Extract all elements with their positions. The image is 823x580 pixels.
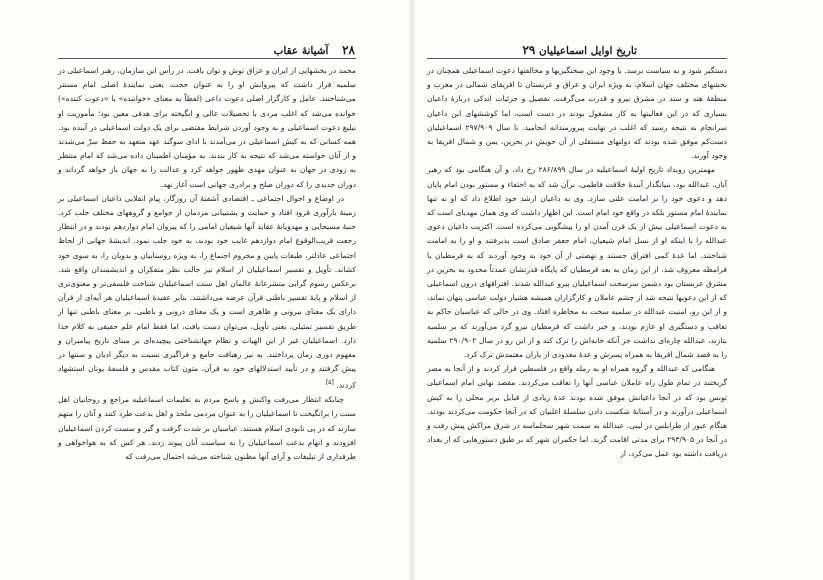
left-page-header <box>200 42 355 58</box>
footnote-marker: [۵] <box>325 379 334 387</box>
left-paragraph-2 <box>58 192 356 393</box>
left-page-running-title: آشیانهٔ عقاب <box>273 45 329 57</box>
right-page-body <box>427 64 727 462</box>
right-page <box>415 0 823 580</box>
right-paragraph-1: دستگیر شود و به سیاست برسد. با وجود این سختگیریها و مخالفتها دعوت اسماعیلی همچنان در بخشهای مختلف جهان اسلام، به ویژه ایران و عراق و عربستان تا افریقای شمالی در مغرب و منطقهٔ هند و سند در مشرق نیرو و قدرت می‌گرفت. تفصیل و جزئیات اندکی دربارهٔ داعیان بسیاری که در این فعالیتها به کار مشغول بودند در دست است، اما کوششهای این داعیان سرانجام به نتیجه رسید که اغلب در نهایت پیروزمندانه انجامید. تا سال ۲۹۷/۹۰۹ اسماعیلیان دست‌کم موفق شده بودند که دولتهای مستقلی از آن خویش در بحرین، یمن و شمال افریقا به وجود آورند. <box>427 66 727 161</box>
right-paragraph-2: مهمترین رویداد تاریخ اولیهٔ اسماعیلیه در سال ۲۸۶/۸۹۹ رخ داد، و آن هنگامی بود که رهبر آنان، عبدالله بود، بنیانگذار آیندهٔ خلافت فاطمی، برآن شد که به اختفاء و مستور بودن امام پایان دهد و دعوی خود را بر امامت علنی سازد. وی به داعیان ارشد خود اطلاع داد که او نه تنها نمایندهٔ امام مستور بلکه در واقع خود امام است. این اظهار داشت که وی همان مهدیای است که به دعوت اسماعیلی بیش از یک قرن آمدن او را پیشگویی می‌کرده است. اکثریت داعیان دعوی عبدالله را با اینکه او از نسل امام شیعیان، امام جعفر صادق است پذیرفتند و او را به امامت شناختند. اما عدهٔ کمی افتراق جستند و نهضتی از آن خود به وجود آوردند که به قرمطیان یا قرامطه معروف شد. از این زمان به بعد قرمطیان که پایگاه قدرتشان عمدتاً محدود به بحرین در مشرق عربستان بود دشمن سرسخت اسماعیلیان پیرو عبدالله شدند. افتراقهای درون اسماعیلی که از این دعویها نتیجه شد از چشم عاملان و کارگزاران همیشه هشیار دولت عباسی پنهان نماند، و از این رو، امنیت عبدالله در سلمیه سخت به مخاطره افتاد. وی در حالی که عباسیان حاکم به تعاقب و دستگیری او عازم بودند، و خبر داشت که قرمطیان نیرو گرد می‌آورند که بر سلمیه بتازند، عبدالله چاره‌ای نداشت جز آنکه خانه‌اش را ترک کند و از این رو در سال ۲۹۰/۹۰۲ سلمیه را به قصد شمال افریقا به همراه پسرش و عدهٔ معدودی از یاران معتمدش ترک کرد. <box>427 165 728 360</box>
left-paragraph-3: چنانکه انتظار می‌رفت واکنش و پاسخ مردم به تعلیمات اسماعیلیه مراجع و روحانیان اهل سنت را برانگیخت تا اسماعیلیان را به عنوان مردمی ملحد و اهل بدعت طرد کنند و آنان را متهم سازند که در پی نابودی اسلام هستند. عباسیان بر شدت گرفت و گیر و سست کردن اسماعیلیان افزودند و اتهام بدعت اسماعیلیان را به سیاست آنان پیوند زدند. هر کس که به هواخواهی و طرفداری از تبلیغات و آرای آنها مظنون شناخته می‌شد احتمال می‌رفت که <box>58 395 356 462</box>
right-page-number: ٢٩ <box>522 43 536 57</box>
left-header-rule <box>58 58 356 59</box>
left-paragraph-1: محمد در بخشهایی از ایران و عراق توش و توان یافت. در رأس این سازمان، رهبر اسماعیلی در سلمیه قرار داشت که پیروانش او را به عنوان حجت، یعنی نمایندهٔ اصلی امام مستتر می‌شناختند. عامل و کارگزار اصلی دعوت داعی (لفظاً به معنای «خواننده» یا «دعوت کننده») خوانده می‌شد که اغلب مردی با تحصیلات عالی و انگیخته برای هدفی معین بود؛ مأموریت او تبلیغ دعوت اسماعیلی و به وجود آوردن شرایط مقتضی برای یک دولت اسماعیلی در آینده بود. همه کسانی که به کیش اسماعیلی در می‌آمدند با ادای سوگند عهد متعهد به حفظ سرّ می‌شدند و از آنان خواسته می‌شد که نتیجه به کار بندند. به مؤمنان اطمینان داده می‌شد که امام منتظر به زودی در جهان به عنوان مهدی ظهور خواهد کرد و عدالت را به جهان باز خواهد گرداند و دوران جدیدی را که دوران صلح و برادری جهانی است آغاز نهد. <box>58 66 356 189</box>
right-header-rule <box>427 58 727 59</box>
left-page-body <box>58 64 356 464</box>
left-page <box>0 0 409 580</box>
right-paragraph-3: هنگامی که عبدالله و گروه همراه او به رمله واقع در فلسطین قرار کردند و از آنجا به مصر گریختند در تمام طول راه عاملان عباسی آنها را تعاقب می‌کردند. مقصد نهایی امام اسماعیلی تونس بود که در آنجا داعیانش موفق شده بودند عدهٔ زیادی از قبایل بربر محلی را به کیش اسماعیلی درآورند و در آستانهٔ شکست دادن سلسلهٔ اغلبیان که در آنجا حکومت می‌کردند بودند. هنگام عبور از طرابلس در لیبی، عبدالله به سمت شهر سجلماسه در شرق مراکش پیش رفت و در آنجا در ۲۹۳/۹۰۵ برای مدتی اقامت گزید. اما حکمران شهر که بر طبق دستورهایی که از بغداد دریافت داشته بود عمل می‌کرد، از <box>427 364 727 459</box>
right-page-header <box>427 42 637 58</box>
left-page-number: ٢٨ <box>342 43 355 57</box>
right-page-running-title: تاریخ اوایل اسماعیلیان <box>539 45 637 57</box>
left-paragraph-2-text: در اوضاع و احوال اجتماعی ـ اقتصادی آشفتهٔ آن روزگار، پیام انقلابی داعیان اسماعیلی بر زمینهٔ بارآوری فرود افتاد و حمایت و پشتیبانی مردمان از جوامع و گروههای مختلف جلب کرد. جنبهٔ مسیحایی و مهدویانهٔ عقاید آنها شیعیان امامی را که پیروان امام دوازدهم بودند و در انتظار رجعت قریب‌الوقوع امام دوازدهم غایب خود بودند، به خود جلب نمود. اندیشهٔ جهانی از لحاظ اجتماعی عادلتر، طبقات پایین و محروم اجتماع را، به ویژه روستاییان و بدویان را، به سوی خود کشاند. تأویل و تفسیر اسماعیلیان از اسلام نیز جالب نظر متفکران و اندیشمندان واقع شد. برعکس رسوم گرایی متشرعانهٔ عالمان اهل سنت اسماعیلیان شناخت فلسفی‌تر و معنوی‌تری از اسلام و پایهٔ تفسیر باطنی قرآن عرضه می‌داشتند. بنابر عقیدهٔ اسماعیلیان هر آیه‌ای از قرآن دارای یک معنای بیرونی و ظاهری است و یک معنای درونی و باطنی. بر معنای باطنی تنها از طریق تفسیر تمثیلی، یعنی تأویل، می‌توان دست یافت، اما فقط امام علم حقیقی به کلام خدا دارد. اسماعیلیان غیر از این الهیات و نظام جهانشناختی پیچیده‌ای بر مبنای تاریخ پیامبران و مفهوم دوری زمان پرداختند. به نیز رهیافت جامع و فراگیری نسبت به دیگر ادیان و سنتها در پیش گرفتند و در تأیید استدلالهای خود به قرآن، متون کتاب مقدس و فلسفهٔ یونان استشهاد کردند. <box>58 193 356 390</box>
